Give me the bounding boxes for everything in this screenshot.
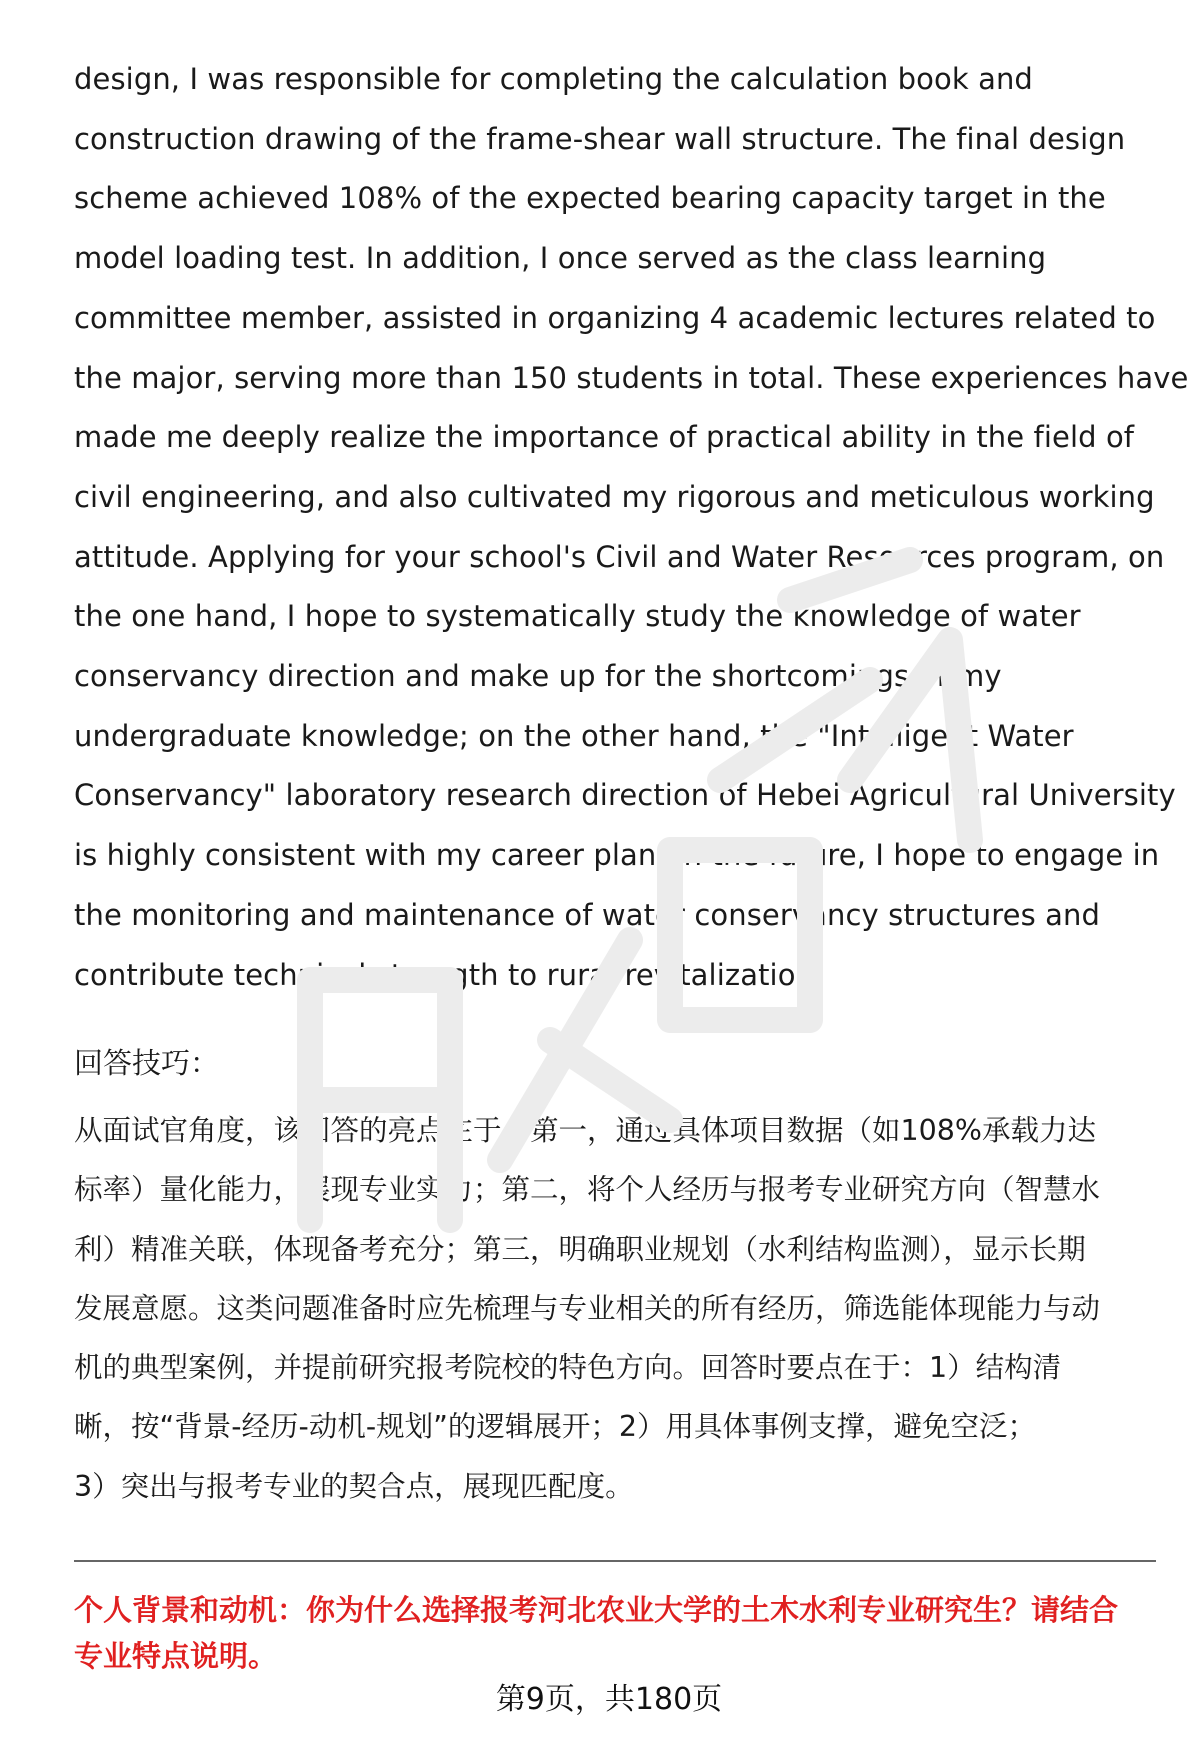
answer-line: the one hand, I hope to systematically study the knowledge of water	[74, 599, 1081, 634]
tips-line: 晰，按“背景-经历-动机-规划”的逻辑展开；2）用具体事例支撑，避免空泛；	[74, 1410, 1037, 1444]
tips-line: 发展意愿。这类问题准备时应先梳理与专业相关的所有经历，筛选能体现能力与动	[74, 1291, 1101, 1325]
answer-line: the major, serving more than 150 students in total. These experiences have	[74, 360, 1189, 395]
question-line: 个人背景和动机：你为什么选择报考河北农业大学的土木水利专业研究生？请结合	[74, 1593, 1119, 1627]
next-question-heading	[74, 1587, 1156, 1679]
tips-line: 3）突出与报考专业的契合点，展现匹配度。	[74, 1469, 634, 1503]
tips-heading: 回答技巧：	[74, 1046, 220, 1080]
answer-line: design, I was responsible for completing the calculation book and	[74, 62, 1033, 96]
answer-line: scheme achieved 108% of the expected bearing capacity target in the	[74, 181, 1106, 216]
tips-line: 标率）量化能力，展现专业实力；第二，将个人经历与报考专业研究方向（智慧水	[74, 1173, 1101, 1207]
answer-line: construction drawing of the frame-shear wall structure. The final design	[74, 121, 1126, 156]
tips-paragraph	[74, 1101, 1144, 1516]
answer-line: made me deeply realize the importance of practical ability in the field of	[74, 420, 1135, 455]
question-line: 专业特点说明。	[74, 1639, 278, 1673]
tips-line: 机的典型案例，并提前研究报考院校的特色方向。回答时要点在于：1）结构清	[74, 1351, 1062, 1385]
answer-line: committee member, assisted in organizing 4 academic lectures related to	[74, 300, 1156, 335]
answer-paragraph	[74, 50, 1189, 1005]
section-divider	[74, 1560, 1156, 1562]
answer-line: is highly consistent with my career plan. In the future, I hope to engage in	[74, 838, 1160, 873]
tips-line: 从面试官角度，该回答的亮点在于：第一，通过具体项目数据（如108%承载力达	[74, 1114, 1096, 1147]
answer-line: conservancy direction and make up for the shortcomings of my	[74, 659, 1002, 694]
answer-line: civil engineering, and also cultivated my rigorous and meticulous working	[74, 479, 1155, 514]
tips-line: 利）精准关联，体现备考充分；第三，明确职业规划（水利结构监测），显示长期	[74, 1232, 1086, 1266]
document-page	[74, 0, 1189, 1755]
answer-line: attitude. Applying for your school's Civil and Water Resources program, on	[74, 539, 1165, 574]
answer-line: undergraduate knowledge; on the other hand, the "Intelligent Water	[74, 718, 1074, 753]
answer-line: contribute technical strength to rural revitalization.	[74, 957, 824, 992]
answer-line: Conservancy" laboratory research direction of Hebei Agricultural University	[74, 778, 1176, 813]
answer-line: the monitoring and maintenance of water conservancy structures and	[74, 897, 1101, 932]
answer-line: model loading test. In addition, I once served as the class learning	[74, 241, 1047, 276]
page-number: 第9页，共180页	[495, 1682, 723, 1717]
